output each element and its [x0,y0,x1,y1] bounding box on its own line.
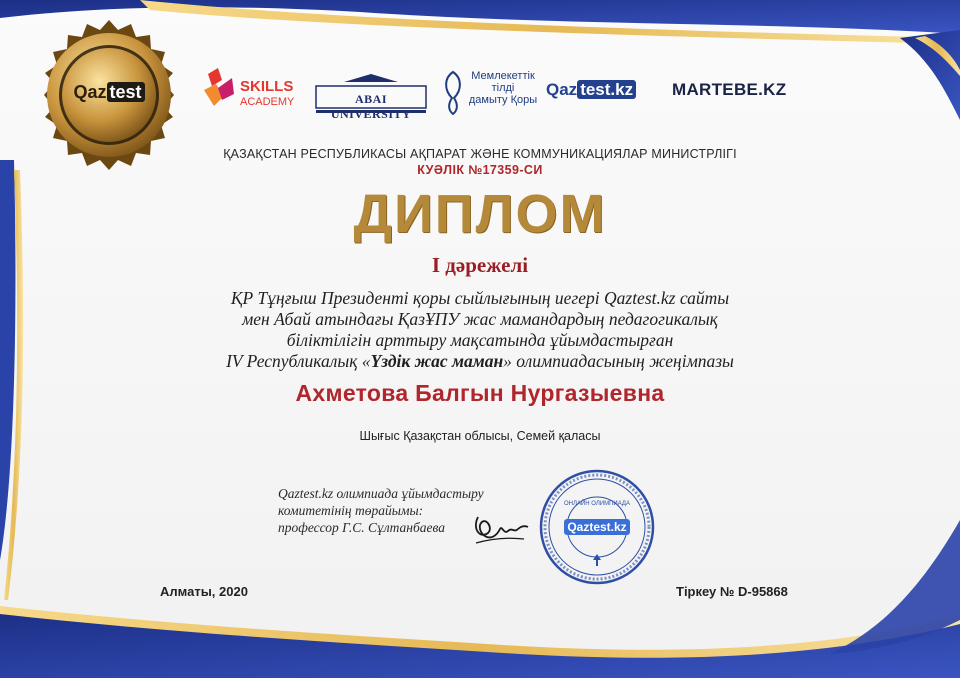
ministry-heading: ҚАЗАҚСТАН РЕСПУБЛИКАСЫ АҚПАРАТ ЖӘНЕ КОММУНИКАЦИЯЛАР МИНИСТРЛІГІ [223,147,737,161]
seal-logo-part2: test [107,82,145,102]
abai-logo-text: ABAI UNIVERSITY [330,92,412,121]
registration-number: Тіркеу № D-95868 [676,584,788,599]
city-year: Алматы, 2020 [160,584,248,599]
diploma-title: ДИПЛОМ [353,184,607,244]
chair-line-1: Qaztest.kz олимпиада ұйымдастыру [278,486,484,501]
skills-logo-title: SKILLS [240,78,294,95]
chair-line-3: профессор Г.С. Сұлтанбаева [278,520,446,535]
description-line-3: біліктілігін арттыру мақсатында ұйымдастырған [286,330,674,350]
stamp-label-text: Qaztest.kz [564,519,629,535]
language-fund-logo [440,68,540,118]
description-line-4-pre: IV Республикалық « [226,351,371,371]
recipient-name: Ахметова Балгын Нургазыевна [295,380,665,406]
qaztest-logo-part1: Qaz [546,80,578,99]
diploma-degree: І дәрежелі [431,253,529,277]
abai-university-logo [314,72,428,121]
qaztest-logo-part2: test.kz [577,80,636,99]
stamp-label [538,520,656,534]
recipient-region: Шығыс Қазақстан облысы, Семей қаласы [359,429,601,443]
license-number: КУӘЛІК №17359-СИ [417,163,543,177]
language-fund-text [468,70,538,106]
skills-academy-logo [202,66,302,116]
description-line-4-post: » олимпиадасының жеңімпазы [503,351,734,371]
olympiad-name: Үздік жас маман [370,351,504,371]
seal-logo-part1: Qaz [73,82,107,102]
description-line-2: мен Абай атындағы ҚазҰПУ жас мамандардың педагогикалық [242,309,718,329]
stamp-caption: ОНЛАЙН ОЛИМПИАДА [564,501,630,507]
diploma-description [150,288,810,372]
description-line-4 [150,351,810,372]
skills-academy-icon [202,66,238,114]
language-fund-line3: дамыту Қоры [468,94,538,106]
skills-logo-subtitle: ACADEMY [240,96,295,108]
seal-logo-text [54,82,164,103]
language-fund-line1: Мемлекеттік [471,70,535,82]
chair-line-2: комитетінің төрайымы: [278,503,424,518]
martebe-logo: MARTEBE.KZ [672,80,787,99]
description-line-1: ҚР Тұңғыш Президенті қоры сыйлығының иегері Qaztest.kz сайты [230,288,730,308]
language-fund-icon [440,68,466,116]
signature-icon [470,505,530,551]
qaztest-logo [546,80,656,104]
language-fund-line2: тілді [491,82,515,94]
